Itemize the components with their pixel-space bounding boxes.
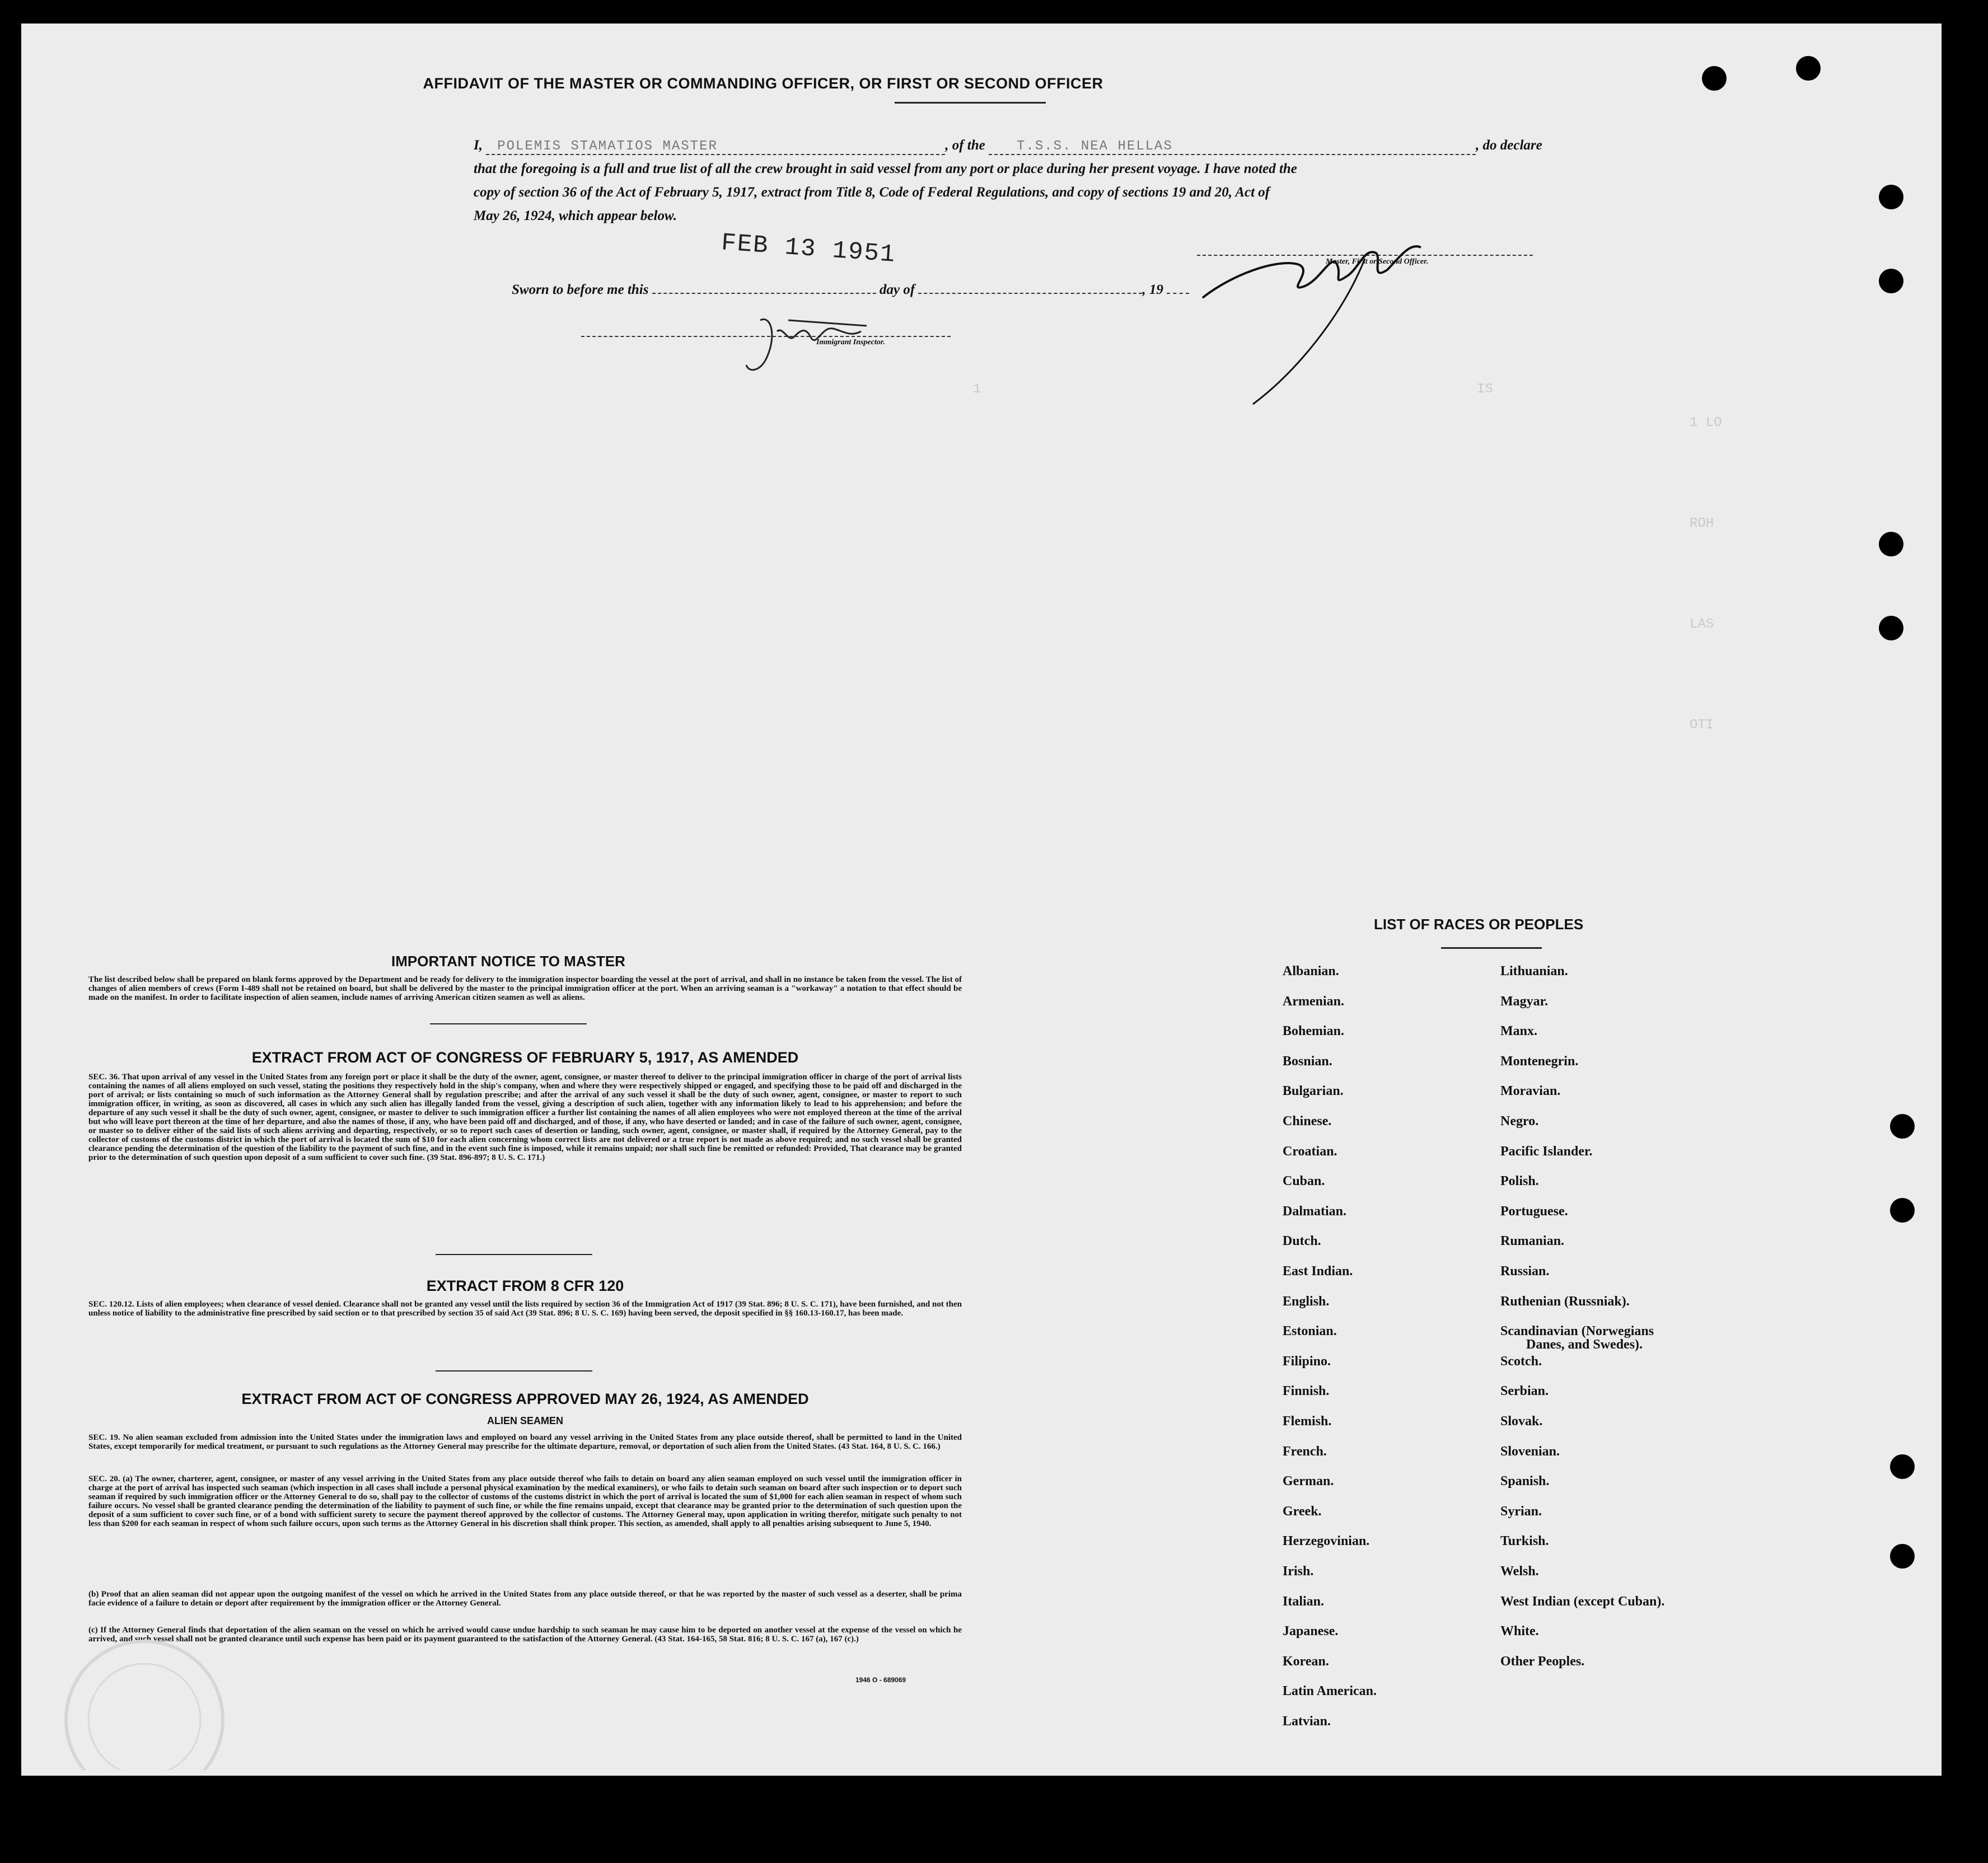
affidavit-title: AFFIDAVIT OF THE MASTER OR COMMANDING OFFICER, OR FIRST OR SECOND OFFICER [423, 75, 1103, 92]
race-item: Cuban. [1283, 1174, 1325, 1189]
show-through-text: IS [1477, 382, 1493, 397]
race-item: Armenian. [1283, 994, 1344, 1009]
sworn-line [512, 282, 1189, 298]
day-of-label: day of [879, 282, 915, 297]
race-item: Irish. [1283, 1564, 1314, 1579]
race-item: Estonian. [1283, 1324, 1337, 1339]
section-rule [436, 1254, 592, 1255]
race-item: Ruthenian (Russniak). [1500, 1294, 1630, 1309]
master-caption: Master, First or Second Officer. [1326, 258, 1429, 266]
race-item: Syrian. [1500, 1504, 1542, 1519]
punch-hole [1890, 1114, 1915, 1139]
race-item: West Indian (except Cuban). [1500, 1594, 1665, 1609]
section-rule [436, 1370, 592, 1371]
race-item: Danes, and Swedes). [1526, 1337, 1643, 1352]
race-item: English. [1283, 1294, 1330, 1309]
race-item: Turkish. [1500, 1534, 1549, 1549]
extract-cfr-heading: EXTRACT FROM 8 CFR 120 [426, 1277, 624, 1294]
race-item: Lithuanian. [1500, 964, 1568, 979]
race-item: Korean. [1283, 1654, 1329, 1669]
punch-hole [1890, 1454, 1915, 1479]
sec-20c-text: (c) If the Attorney General finds that deportation of the alien seaman on the vessel on which he arrived would cause undue hardship to such seaman he may cause him to be deported on another vessel at the expense of the vessel on which he arrived, and such vessel shall not be granted clearance until such expense has been paid or its payment guaranteed to the satisfaction of the Attorney General. (43 Stat. 164-165, 58 Stat. 816; 8 U. S. C. 167 (a), 167 (c).) [88, 1626, 962, 1644]
sec-19-text: SEC. 19. No alien seaman excluded from admission into the United States under the immigration laws and employed on board any vessel arriving in the United States from any place outside thereof, shall be permitted to land in the United States, except temporarily for medical treatment, or pursuant to such regulations as the Attorney General may prescribe for the ultimate departure, removal, or deportation of such alien from the United States. (43 Stat. 164, 8 U. S. C. 166.) [88, 1433, 962, 1451]
race-item: Montenegrin. [1500, 1054, 1579, 1069]
race-item: Scotch. [1500, 1354, 1542, 1369]
race-item: Russian. [1500, 1264, 1550, 1279]
section-rule [430, 1023, 587, 1024]
embossed-seal [49, 1636, 228, 1770]
extract-1917-heading: EXTRACT FROM ACT OF CONGRESS OF FEBRUARY 5, 1917, AS AMENDED [251, 1049, 799, 1066]
show-through-text: 1 [973, 382, 981, 397]
master-signature [1186, 214, 1454, 415]
show-through-text: 1 LO [1690, 415, 1722, 430]
notice-text: The list described below shall be prepared on blank forms approved by the Department and be ready for delivery to the immigration inspector boarding the vessel at the port of arrival, and shall in no instance be taken from the vessel. The list of changes of alien members of crews (Form I-489 shall not be retained on board, but shall be delivered by the master to the principal immigration officer at the port. When an arriving seaman is a "workaway" a notation to that effect should be made on the manifest. In order to facilitate inspection of alien seamen, include names of arriving American citizen seamen as well as aliens. [88, 975, 962, 1002]
alien-seamen-subheading: ALIEN SEAMEN [487, 1415, 563, 1426]
punch-hole [1890, 1544, 1915, 1569]
show-through-text: LAS [1690, 617, 1714, 632]
extract-1917-text: SEC. 36. That upon arrival of any vessel in the United States from any foreign port or place it shall be the duty of the owner, agent, consignee, or master thereof to deliver to the principal immigration officer in charge of the port of arrival lists containing the names of all aliens employed on such vessel, stating the positions they respectively hold in the ship's company, when and where they were respectively shipped or engaged, and specifying those to be paid off and discharged in the port of arrival; or lists containing so much of such information as the Attorney General shall by regulation prescribe; and after the arrival of any such vessel it shall be the duty of such owner, agent, consignee, or master to report to such immigration officer, in writing, as soon as discovered, all cases in which any such alien has illegally landed from the vessel, giving a description of such alien, together with any information likely to lead to his apprehension; and before the departure of any such vessel it shall be the duty of such owner, agent, consignee, or master to deliver to such immigration officer a further list containing the names of all alien employees who were not employed thereon at the time of the arrival but who will leave port thereon at the time of her departure, and also the names of those, if any, who have been paid off and discharged, and of those, if any, who have deserted or landed; and in case of the failure of such owner, agent, consignee, or master so to deliver either of the said lists of such aliens arriving and departing, respectively, or so to report such cases of desertion or landing, such owner, agent, consignee, or master shall, if required by the Attorney General, pay to the collector of customs of the customs district in which the port of arrival is located the sum of $10 for each alien concerning whom correct lists are not delivered or a true report is not made as above required; and no such vessel shall be granted clearance pending the determination of the question of the liability to the payment of such fine, and in the event such fine is imposed, while it remains unpaid; nor shall such fine be remitted or refunded: Provided, That clearance may be granted prior to the determination of such question upon deposit of a sum sufficient to cover such fine. (39 Stat. 896-897; 8 U. S. C. 171.) [88, 1073, 962, 1162]
race-item: Dutch. [1283, 1234, 1321, 1249]
race-item: Chinese. [1283, 1114, 1332, 1129]
print-code: 1946 O - 689069 [855, 1676, 906, 1684]
race-item: Negro. [1500, 1114, 1539, 1129]
race-item: Moravian. [1500, 1084, 1561, 1099]
race-item: Bosnian. [1283, 1054, 1332, 1069]
sworn-year-field [1167, 293, 1189, 294]
race-item: Bulgarian. [1283, 1084, 1344, 1099]
race-item: Welsh. [1500, 1564, 1539, 1579]
race-item: Scandinavian (Norwegians [1500, 1324, 1654, 1339]
race-item: French. [1283, 1444, 1327, 1459]
do-declare-label: , do declare [1476, 138, 1542, 153]
pronoun-label: I, [474, 138, 483, 153]
race-item: Dalmatian. [1283, 1204, 1346, 1219]
race-item: Albanian. [1283, 964, 1339, 979]
affidavit-line-4: May 26, 1924, which appear below. [474, 208, 677, 223]
races-rule [1441, 947, 1542, 949]
punch-hole [1879, 185, 1903, 209]
race-item: German. [1283, 1474, 1334, 1489]
inspector-signature [738, 303, 906, 382]
race-item: Latvian. [1283, 1714, 1331, 1729]
race-item: Portuguese. [1500, 1204, 1568, 1219]
notice-heading: IMPORTANT NOTICE TO MASTER [391, 953, 625, 970]
punch-hole [1702, 66, 1727, 91]
punch-hole [1879, 616, 1903, 640]
race-item: Pacific Islander. [1500, 1144, 1593, 1159]
punch-hole [1879, 269, 1903, 293]
year-prefix-label: , 19 [1142, 282, 1163, 297]
punch-hole [1796, 56, 1821, 81]
races-heading: LIST OF RACES OR PEOPLES [1374, 916, 1584, 933]
sworn-label: Sworn to before me this [512, 282, 649, 297]
race-item: Spanish. [1500, 1474, 1550, 1489]
inspector-caption: Immigrant Inspector. [816, 338, 885, 347]
punch-hole [1890, 1198, 1915, 1223]
race-item: Croatian. [1283, 1144, 1337, 1159]
show-through-text: ROH [1690, 516, 1714, 531]
title-rule [895, 102, 1046, 104]
race-item: Other Peoples. [1500, 1654, 1585, 1669]
race-item: Polish. [1500, 1174, 1539, 1189]
race-item: Rumanian. [1500, 1234, 1565, 1249]
race-item: Bohemian. [1283, 1024, 1345, 1039]
race-item: Herzegovinian. [1283, 1534, 1370, 1549]
race-item: Italian. [1283, 1594, 1325, 1609]
race-item: Latin American. [1283, 1684, 1377, 1699]
affidavit-line-3: copy of section 36 of the Act of February 5, 1917, extract from Title 8, Code of Federal Regulations, and copy of sections 19 and 20, Act of [474, 185, 1270, 200]
race-item: Magyar. [1500, 994, 1549, 1009]
sworn-day-field [652, 293, 876, 294]
race-item: Flemish. [1283, 1414, 1332, 1429]
race-item: Slovenian. [1500, 1444, 1560, 1459]
race-item: Serbian. [1500, 1384, 1549, 1399]
extract-cfr-text: SEC. 120.12. Lists of alien employees; when clearance of vessel denied. Clearance shall not be granted any vessel until the lists required by section 36 of the Immigration Act of 1917 (39 Stat. 896; 8 U. S. C. 171), have been furnished, and not then unless notice of liability to the administrative fine prescribed by said section or to that prescribed by section 35 of said Act (39 Stat. 896; 8 U. S. C. 169) having been served, the deposit specified in §§ 160.13-160.17, has been made. [88, 1300, 962, 1318]
affidavit-line-1 [474, 138, 1542, 155]
extract-1924-heading: EXTRACT FROM ACT OF CONGRESS APPROVED MAY 26, 1924, AS AMENDED [241, 1391, 809, 1407]
race-item: Slovak. [1500, 1414, 1543, 1429]
vessel-name-value: T.S.S. NEA HELLAS [1017, 139, 1173, 154]
race-item: Finnish. [1283, 1384, 1330, 1399]
sworn-month-field [918, 293, 1142, 294]
master-name-field [486, 138, 945, 155]
vessel-name-field [989, 138, 1476, 155]
date-stamp: FEB 13 1951 [720, 229, 897, 269]
form-page [21, 24, 1942, 1776]
race-item: Manx. [1500, 1024, 1537, 1039]
race-item: Filipino. [1283, 1354, 1331, 1369]
race-item: White. [1500, 1624, 1539, 1639]
race-item: East Indian. [1283, 1264, 1353, 1279]
sec-20b-text: (b) Proof that an alien seaman did not appear upon the outgoing manifest of the vessel on which he arrived in the United States from any place outside thereof, or that he was reported by the master of such vessel as a deserter, shall be prima facie evidence of a failure to detain or deport after requirement by the immigration officer or the Attorney General. [88, 1590, 962, 1608]
race-item: Greek. [1283, 1504, 1322, 1519]
show-through-text: OTI [1690, 718, 1714, 733]
of-the-label: , of the [945, 138, 985, 153]
master-name-value: POLEMIS STAMATIOS MASTER [497, 139, 718, 154]
punch-hole [1879, 532, 1903, 556]
affidavit-line-2: that the foregoing is a full and true list of all the crew brought in said vessel from any port or place during her present voyage. I have noted the [474, 161, 1297, 176]
sec-20a-text: SEC. 20. (a) The owner, charterer, agent, consignee, or master of any vessel arriving in the United States from any place outside thereof who fails to detain on board any alien seaman employed on such vessel until the immigration officer in charge at the port of arrival has inspected such seaman (which inspection in all cases shall include a personal physical examination by the medical examiners), or who fails to detain such seaman on board after such inspection or to deport such seaman if required by such immigration officer or the Attorney General to do so, shall pay to the collector of customs of the customs district in which the port of arrival is located the sum of $1,000 for each alien seaman in respect of whom such failure occurs. No vessel shall be granted clearance pending the determination of the liability to payment of such fine, or while the fine remains unpaid, except that clearance may be granted prior to the determination of such question upon the deposit of a sum sufficient to cover such fine, or of a bond with sufficient surety to secure the payment thereof approved by the collector of customs. The Attorney General may, upon application in writing therefor, mitigate such penalty to not less than $200 for each seaman in respect of whom such failure occurs, upon such terms as the Attorney General in his discretion shall think proper. This section, as amended, shall apply to all penalties arising subsequent to June 5, 1940. [88, 1475, 962, 1528]
race-item: Japanese. [1283, 1624, 1339, 1639]
